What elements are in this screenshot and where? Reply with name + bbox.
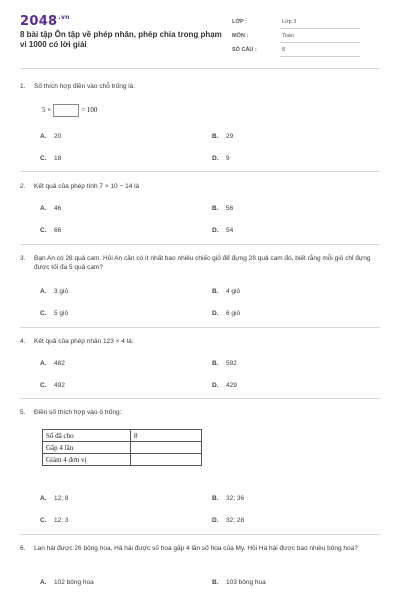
q3-option-d[interactable] — [212, 310, 240, 317]
answer-blank-cell[interactable] — [131, 442, 202, 454]
option-letter: C. — [40, 155, 47, 162]
option-text: 3 giỏ — [54, 288, 69, 295]
answer-blank-cell[interactable] — [131, 454, 202, 466]
option-text: 32; 28 — [226, 517, 245, 524]
option-text: 4 giỏ — [226, 288, 241, 295]
meta-subject-value: Toán — [282, 33, 294, 39]
table-row — [43, 454, 202, 466]
option-letter: A. — [40, 579, 47, 586]
question-number: 4. — [20, 338, 26, 345]
site-logo[interactable] — [20, 14, 70, 29]
option-letter: C. — [40, 517, 47, 524]
q6-option-a[interactable] — [40, 579, 94, 586]
q6-option-b[interactable] — [212, 579, 266, 586]
question-text: Số thích hợp điền vào chỗ trống là: — [34, 83, 136, 90]
q5-option-b[interactable] — [212, 495, 244, 502]
q1-option-a[interactable] — [40, 133, 61, 140]
option-letter: A. — [40, 288, 47, 295]
q1-option-d[interactable] — [212, 155, 230, 162]
option-letter: C. — [40, 382, 47, 389]
question-number: 2. — [20, 183, 26, 190]
q4-option-d[interactable] — [212, 382, 237, 389]
option-text: 66 — [54, 227, 62, 234]
q2-option-a[interactable] — [40, 205, 61, 212]
option-letter: A. — [40, 495, 47, 502]
meta-count — [232, 44, 360, 57]
meta-class-label: LỚP : — [232, 19, 247, 25]
option-letter: B. — [212, 360, 219, 367]
option-letter: B. — [212, 133, 219, 140]
q3-option-a[interactable] — [40, 288, 68, 295]
option-text: 592 — [226, 360, 237, 367]
q1-option-c[interactable] — [40, 155, 61, 162]
meta-class — [232, 16, 360, 29]
expression-right: = 100 — [81, 106, 98, 115]
option-text: 32; 36 — [226, 495, 245, 502]
question-text: Bạn An có 28 quả cam. Hỏi An cần có ít nhất bao nhiêu chiếc giỏ để đựng 28 quả cam đó, biết rằng mỗi giỏ chỉ đựng được tối đa 5 quả cam? — [34, 255, 371, 271]
option-letter: D. — [212, 382, 219, 389]
meta-underline — [280, 28, 360, 29]
meta-underline — [280, 42, 360, 43]
q2-option-d[interactable] — [212, 227, 233, 234]
option-letter: A. — [40, 133, 47, 140]
option-text: 9 — [226, 155, 230, 162]
q5-option-d[interactable] — [212, 517, 244, 524]
q5-option-a[interactable] — [40, 495, 68, 502]
q3-option-b[interactable] — [212, 288, 240, 295]
q2-option-c[interactable] — [40, 227, 61, 234]
logo-text: 2048 — [20, 14, 58, 29]
question-divider — [20, 244, 380, 245]
table-cell: 8 — [131, 430, 202, 442]
option-text: 56 — [226, 205, 234, 212]
option-letter: C. — [40, 227, 47, 234]
table-cell: Giảm 4 đơn vị — [43, 454, 131, 466]
q4-option-b[interactable] — [212, 360, 237, 367]
option-text: 29 — [226, 133, 234, 140]
question-text: Kết quả của phép nhân 123 × 4 là: — [34, 338, 134, 345]
option-text: 492 — [54, 382, 65, 389]
question-text: Điền số thích hợp vào ô trống: — [34, 409, 122, 416]
option-text: 102 bông hoa — [54, 579, 94, 586]
question-divider — [20, 534, 380, 535]
q4-option-a[interactable] — [40, 360, 65, 367]
option-text: 12; 8 — [54, 495, 69, 502]
answer-blank-box[interactable] — [53, 104, 79, 117]
option-text: 20 — [54, 133, 62, 140]
header-divider — [20, 68, 380, 69]
question-number: 1. — [20, 83, 26, 90]
option-text: 429 — [226, 382, 237, 389]
meta-count-value: 8 — [282, 47, 286, 53]
meta-subject-label: MÔN : — [232, 33, 249, 39]
option-letter: A. — [40, 360, 47, 367]
option-letter: C. — [40, 310, 47, 317]
question-divider — [20, 327, 380, 328]
question-number: 6. — [20, 545, 26, 552]
option-text: 54 — [226, 227, 234, 234]
logo-suffix: .vn — [58, 14, 70, 21]
q1-option-b[interactable] — [212, 133, 233, 140]
q5-option-c[interactable] — [40, 517, 68, 524]
option-letter: B. — [212, 205, 219, 212]
meta-underline — [280, 56, 360, 57]
meta-class-value: Lớp 3 — [282, 19, 297, 25]
option-letter: B. — [212, 495, 219, 502]
option-text: 103 bông hoa — [226, 579, 266, 586]
option-letter: A. — [40, 205, 47, 212]
option-text: 482 — [54, 360, 65, 367]
q3-option-c[interactable] — [40, 310, 68, 317]
option-text: 12; 3 — [54, 517, 69, 524]
option-letter: D. — [212, 517, 219, 524]
option-text: 5 giỏ — [54, 310, 69, 317]
table-cell: Số đã cho — [43, 430, 131, 442]
q2-option-b[interactable] — [212, 205, 233, 212]
question-text: Kết quả của phép tính 7 × 10 − 14 là — [34, 183, 140, 190]
table-row — [43, 442, 202, 454]
question-text: Lan hái được 26 bông hoa, Hà hái được số hoa gấp 4 lần số hoa của My. Hỏi Hà hái được bao nhiêu bông hoa? — [34, 545, 358, 552]
document-title: 8 bài tập Ôn tập về phép nhân, phép chia trong phạm vi 1000 có lời giải — [20, 30, 222, 49]
fill-in-table — [42, 429, 202, 466]
option-letter: D. — [212, 310, 219, 317]
expression-left: 5 × — [42, 106, 52, 115]
option-text: 18 — [54, 155, 62, 162]
q4-option-c[interactable] — [40, 382, 65, 389]
table-row — [43, 430, 202, 442]
meta-count-label: SỐ CÂU : — [232, 47, 257, 53]
option-letter: B. — [212, 579, 219, 586]
question-number: 3. — [20, 255, 26, 262]
meta-subject — [232, 30, 360, 43]
q1-expression — [42, 104, 97, 117]
option-text: 6 giỏ — [226, 310, 241, 317]
question-divider — [20, 171, 380, 172]
option-letter: D. — [212, 155, 219, 162]
option-letter: B. — [212, 288, 219, 295]
question-divider — [20, 398, 380, 399]
table-cell: Gấp 4 lần — [43, 442, 131, 454]
option-letter: D. — [212, 227, 219, 234]
option-text: 46 — [54, 205, 62, 212]
question-number: 5. — [20, 409, 26, 416]
